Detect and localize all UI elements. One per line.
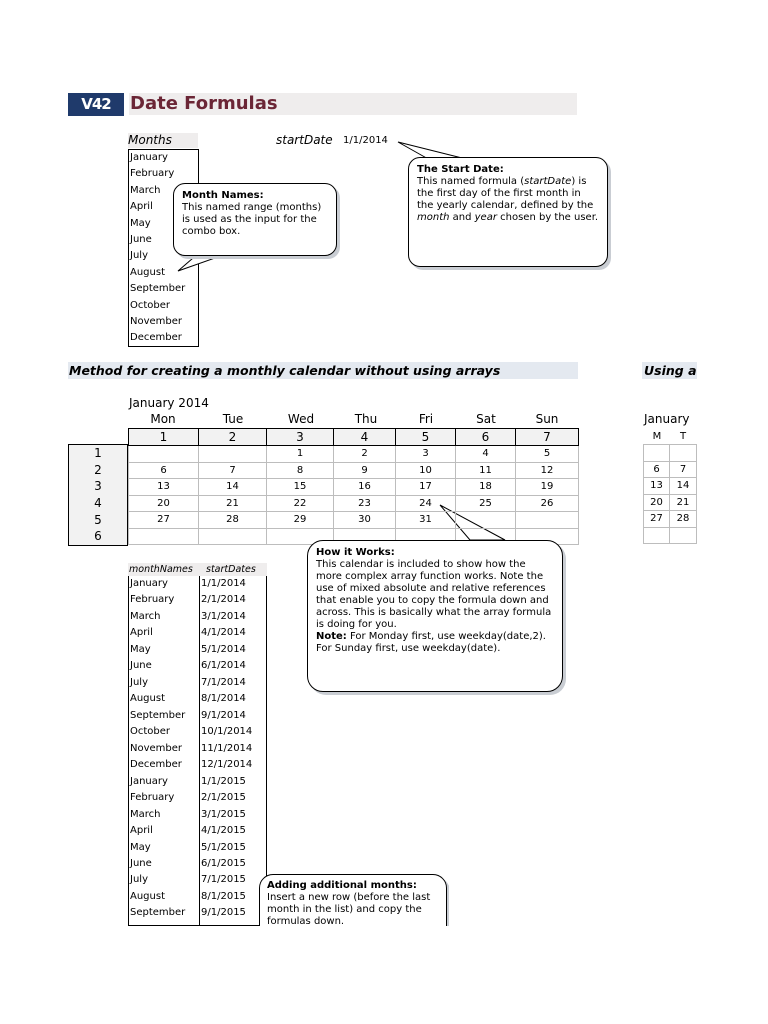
day-cell[interactable] <box>199 528 267 545</box>
col-number: 1 <box>129 429 199 446</box>
start-date-cell[interactable]: 9/1/2014 <box>201 709 246 721</box>
month-cell[interactable]: September <box>130 283 186 295</box>
dates-list-row <box>129 691 266 707</box>
calendar-month-title: January 2014 <box>129 396 209 410</box>
day-cell[interactable]: 11 <box>456 462 516 479</box>
start-date-cell[interactable]: 2/1/2015 <box>201 792 246 804</box>
month-cell[interactable]: August <box>130 266 165 278</box>
day-cell[interactable]: 12 <box>516 462 579 479</box>
day-cell[interactable] <box>129 446 199 463</box>
month-name-cell[interactable]: November <box>130 742 183 754</box>
month-cell[interactable]: June <box>130 233 152 245</box>
month-name-cell[interactable]: February <box>130 792 175 804</box>
month-name-cell[interactable]: August <box>130 693 165 705</box>
start-date-cell[interactable]: 11/1/2014 <box>201 742 253 754</box>
month-cell[interactable]: February <box>130 168 175 180</box>
v42-logo: V42 <box>68 93 124 116</box>
dates-list-row <box>129 741 266 757</box>
section-title-left: Method for creating a monthly calendar without using arrays <box>68 362 578 379</box>
day-cell[interactable] <box>516 512 579 529</box>
start-date-cell[interactable]: 12/1/2014 <box>201 759 253 771</box>
month-name-cell[interactable]: June <box>130 660 152 672</box>
callout-how-it-works <box>307 540 563 692</box>
month-name-cell[interactable]: April <box>130 627 153 639</box>
callout-title: The Start Date: <box>417 164 504 175</box>
calendar-grid <box>128 428 579 545</box>
dates-list-row <box>129 856 266 872</box>
day-cell[interactable]: 14 <box>670 478 697 495</box>
day-cell[interactable]: 31 <box>396 512 456 529</box>
right-day-letter: T <box>679 431 687 442</box>
row-number: 3 <box>94 479 102 494</box>
week-row <box>129 512 579 529</box>
callout-note-label: Note: <box>316 631 347 642</box>
dates-list-row <box>129 905 266 921</box>
start-date-cell[interactable]: 2/1/2014 <box>201 594 246 606</box>
start-date-cell[interactable]: 7/1/2014 <box>201 676 246 688</box>
day-cell[interactable]: 19 <box>516 479 579 496</box>
monthnames-header: monthNames <box>128 563 198 576</box>
day-cell[interactable]: 25 <box>456 495 516 512</box>
dates-list-row <box>129 675 266 691</box>
week-row <box>129 446 579 463</box>
month-name-cell[interactable]: July <box>130 676 148 688</box>
start-date-cell[interactable]: 8/1/2014 <box>201 693 246 705</box>
month-cell[interactable]: March <box>130 184 161 196</box>
dates-list-row <box>129 592 266 608</box>
day-cell[interactable]: 27 <box>644 511 670 528</box>
callout-month-names <box>173 183 337 256</box>
month-name-cell[interactable]: April <box>130 825 153 837</box>
month-cell[interactable]: January <box>130 152 168 163</box>
day-cell[interactable]: 13 <box>644 478 670 495</box>
day-cell[interactable]: 4 <box>456 446 516 463</box>
start-date-cell[interactable]: 9/1/2015 <box>201 907 246 919</box>
day-cell[interactable]: 20 <box>129 495 199 512</box>
month-cell[interactable]: July <box>130 250 148 262</box>
row-number: 5 <box>94 512 102 527</box>
day-name: Mon <box>150 412 176 426</box>
day-cell[interactable] <box>199 446 267 463</box>
dates-list-row <box>129 625 266 641</box>
day-name: Thu <box>354 412 378 426</box>
month-cell[interactable]: May <box>130 217 151 229</box>
day-cell[interactable]: 7 <box>670 461 697 478</box>
row-number: 4 <box>94 496 102 511</box>
day-cell[interactable]: 6 <box>129 462 199 479</box>
day-cell[interactable]: 2 <box>334 446 396 463</box>
day-cell[interactable]: 21 <box>670 494 697 511</box>
callout-title: Month Names: <box>182 190 264 201</box>
callout-adding-months <box>259 874 447 926</box>
day-cell[interactable]: 30 <box>334 512 396 529</box>
month-cell[interactable]: October <box>130 299 171 311</box>
month-name-cell[interactable]: October <box>130 726 171 738</box>
dates-list-row <box>129 823 266 839</box>
month-name-cell[interactable]: July <box>130 874 148 886</box>
callout-body: This calendar is included to show how the more complex array function works. Note the use of mixed absolute and relative references that enable you to copy the formula down and across. This is basically what the array formula is doing for you. <box>316 559 552 630</box>
dates-list-row <box>129 724 266 740</box>
month-name-cell[interactable]: August <box>130 890 165 902</box>
startdate-label: startDate <box>276 133 333 147</box>
start-date-cell[interactable]: 10/1/2014 <box>201 726 253 738</box>
day-cell[interactable]: 8 <box>267 462 334 479</box>
dates-list-row <box>129 807 266 823</box>
callout-title: Adding additional months: <box>267 880 417 891</box>
day-cell[interactable]: 5 <box>516 446 579 463</box>
month-name-cell[interactable]: January <box>130 578 168 589</box>
day-cell[interactable]: 6 <box>644 461 670 478</box>
start-date-cell[interactable]: 7/1/2015 <box>201 874 246 886</box>
dates-list-row <box>129 658 266 674</box>
month-name-cell[interactable]: September <box>130 907 186 919</box>
day-cell[interactable]: 28 <box>670 511 697 528</box>
right-calendar-month: January <box>644 412 690 426</box>
callout-body: This named range (months) is used as the input for the combo box. <box>182 202 322 237</box>
day-cell[interactable] <box>644 527 670 544</box>
start-date-cell[interactable]: 6/1/2015 <box>201 857 246 869</box>
right-day-letter: M <box>652 431 662 442</box>
month-name-cell[interactable]: March <box>130 610 161 622</box>
day-cell[interactable]: 1 <box>267 446 334 463</box>
day-name: Fri <box>418 412 434 426</box>
day-cell[interactable] <box>670 445 697 462</box>
day-cell[interactable]: 20 <box>644 494 670 511</box>
month-name-cell[interactable]: January <box>130 775 168 787</box>
dates-list-row <box>129 774 266 790</box>
col-number: 6 <box>456 429 516 446</box>
day-cell[interactable]: 7 <box>199 462 267 479</box>
day-cell[interactable]: 17 <box>396 479 456 496</box>
month-name-cell[interactable]: September <box>130 709 186 721</box>
callout-note-body: For Monday first, use weekday(date,2). For Sunday first, use weekday(date). <box>316 631 546 654</box>
start-date-cell[interactable]: 5/1/2014 <box>201 643 246 655</box>
day-cell[interactable]: 13 <box>129 479 199 496</box>
month-name-cell[interactable]: May <box>130 643 151 655</box>
month-cell[interactable]: April <box>130 201 153 213</box>
month-cell[interactable]: December <box>130 332 182 344</box>
week-row <box>129 479 579 496</box>
col-number: 5 <box>396 429 456 446</box>
dates-list-row <box>129 642 266 658</box>
row-number: 1 <box>94 446 102 460</box>
col-number: 3 <box>267 429 334 446</box>
day-cell[interactable]: 18 <box>456 479 516 496</box>
row-number: 2 <box>94 462 102 477</box>
start-date-cell[interactable]: 3/1/2014 <box>201 610 246 622</box>
day-name: Sun <box>535 412 559 426</box>
startdate-value[interactable]: 1/1/2014 <box>343 135 388 146</box>
dates-list-row <box>129 790 266 806</box>
start-date-cell[interactable]: 4/1/2015 <box>201 825 246 837</box>
day-cell[interactable] <box>129 528 199 545</box>
dates-list-row <box>129 708 266 724</box>
day-cell[interactable]: 10 <box>396 462 456 479</box>
day-cell[interactable]: 3 <box>396 446 456 463</box>
start-date-cell[interactable]: 1/1/2015 <box>201 775 246 787</box>
start-date-cell[interactable]: 5/1/2015 <box>201 841 246 853</box>
column-number-row <box>129 429 579 446</box>
dates-list-row <box>129 576 266 592</box>
page-title: Date Formulas <box>130 93 278 114</box>
day-cell[interactable] <box>456 512 516 529</box>
day-cell[interactable]: 26 <box>516 495 579 512</box>
day-cell[interactable]: 15 <box>267 479 334 496</box>
day-cell[interactable]: 23 <box>334 495 396 512</box>
day-cell[interactable]: 21 <box>199 495 267 512</box>
callout-start-date <box>408 157 608 267</box>
dates-list-row <box>129 609 266 625</box>
day-cell[interactable]: 27 <box>129 512 199 529</box>
day-cell[interactable]: 16 <box>334 479 396 496</box>
start-date-cell[interactable]: 6/1/2014 <box>201 660 246 672</box>
months-label: Months <box>128 133 198 148</box>
week-row <box>129 495 579 512</box>
month-name-cell[interactable]: February <box>130 594 175 606</box>
day-cell[interactable]: 9 <box>334 462 396 479</box>
col-number: 4 <box>334 429 396 446</box>
callout-body: This named formula (startDate) is the first day of the first month in the yearly calendar, defined by the month and year chosen by the user. <box>417 176 599 223</box>
month-name-cell[interactable]: December <box>130 759 182 771</box>
day-cell[interactable]: 28 <box>199 512 267 529</box>
month-name-cell[interactable]: May <box>130 841 151 853</box>
start-date-cell[interactable]: 8/1/2015 <box>201 890 246 902</box>
start-date-cell[interactable]: 3/1/2015 <box>201 808 246 820</box>
col-number: 7 <box>516 429 579 446</box>
start-date-cell[interactable]: 1/1/2014 <box>201 578 246 589</box>
dates-list-row <box>129 757 266 773</box>
dates-list-row <box>129 840 266 856</box>
month-cell[interactable]: November <box>130 315 183 327</box>
day-cell[interactable]: 24 <box>396 495 456 512</box>
day-cell[interactable]: 14 <box>199 479 267 496</box>
startdates-header: startDates <box>198 563 267 576</box>
dates-list <box>128 576 267 926</box>
day-name: Sat <box>476 412 496 426</box>
month-name-cell[interactable]: March <box>130 808 161 820</box>
month-name-cell[interactable]: June <box>130 857 152 869</box>
col-number: 2 <box>199 429 267 446</box>
day-cell[interactable] <box>670 527 697 544</box>
week-row <box>129 462 579 479</box>
dates-list-row <box>129 889 266 905</box>
row-number-column <box>68 444 128 546</box>
callout-adding-clip <box>259 874 449 926</box>
callout-title: How it Works: <box>316 547 395 558</box>
section-title-right: Using a <box>644 363 697 378</box>
dates-list-row <box>129 872 266 888</box>
day-name: Tue <box>222 412 244 426</box>
day-cell[interactable] <box>644 445 670 462</box>
callout-body: Insert a new row (before the last month in the list) and copy the formulas down. <box>267 892 431 926</box>
day-cell[interactable]: 22 <box>267 495 334 512</box>
start-date-cell[interactable]: 4/1/2014 <box>201 627 246 639</box>
right-calendar-grid <box>643 444 697 544</box>
row-number: 6 <box>94 529 102 544</box>
day-name: Wed <box>287 412 315 426</box>
day-cell[interactable]: 29 <box>267 512 334 529</box>
